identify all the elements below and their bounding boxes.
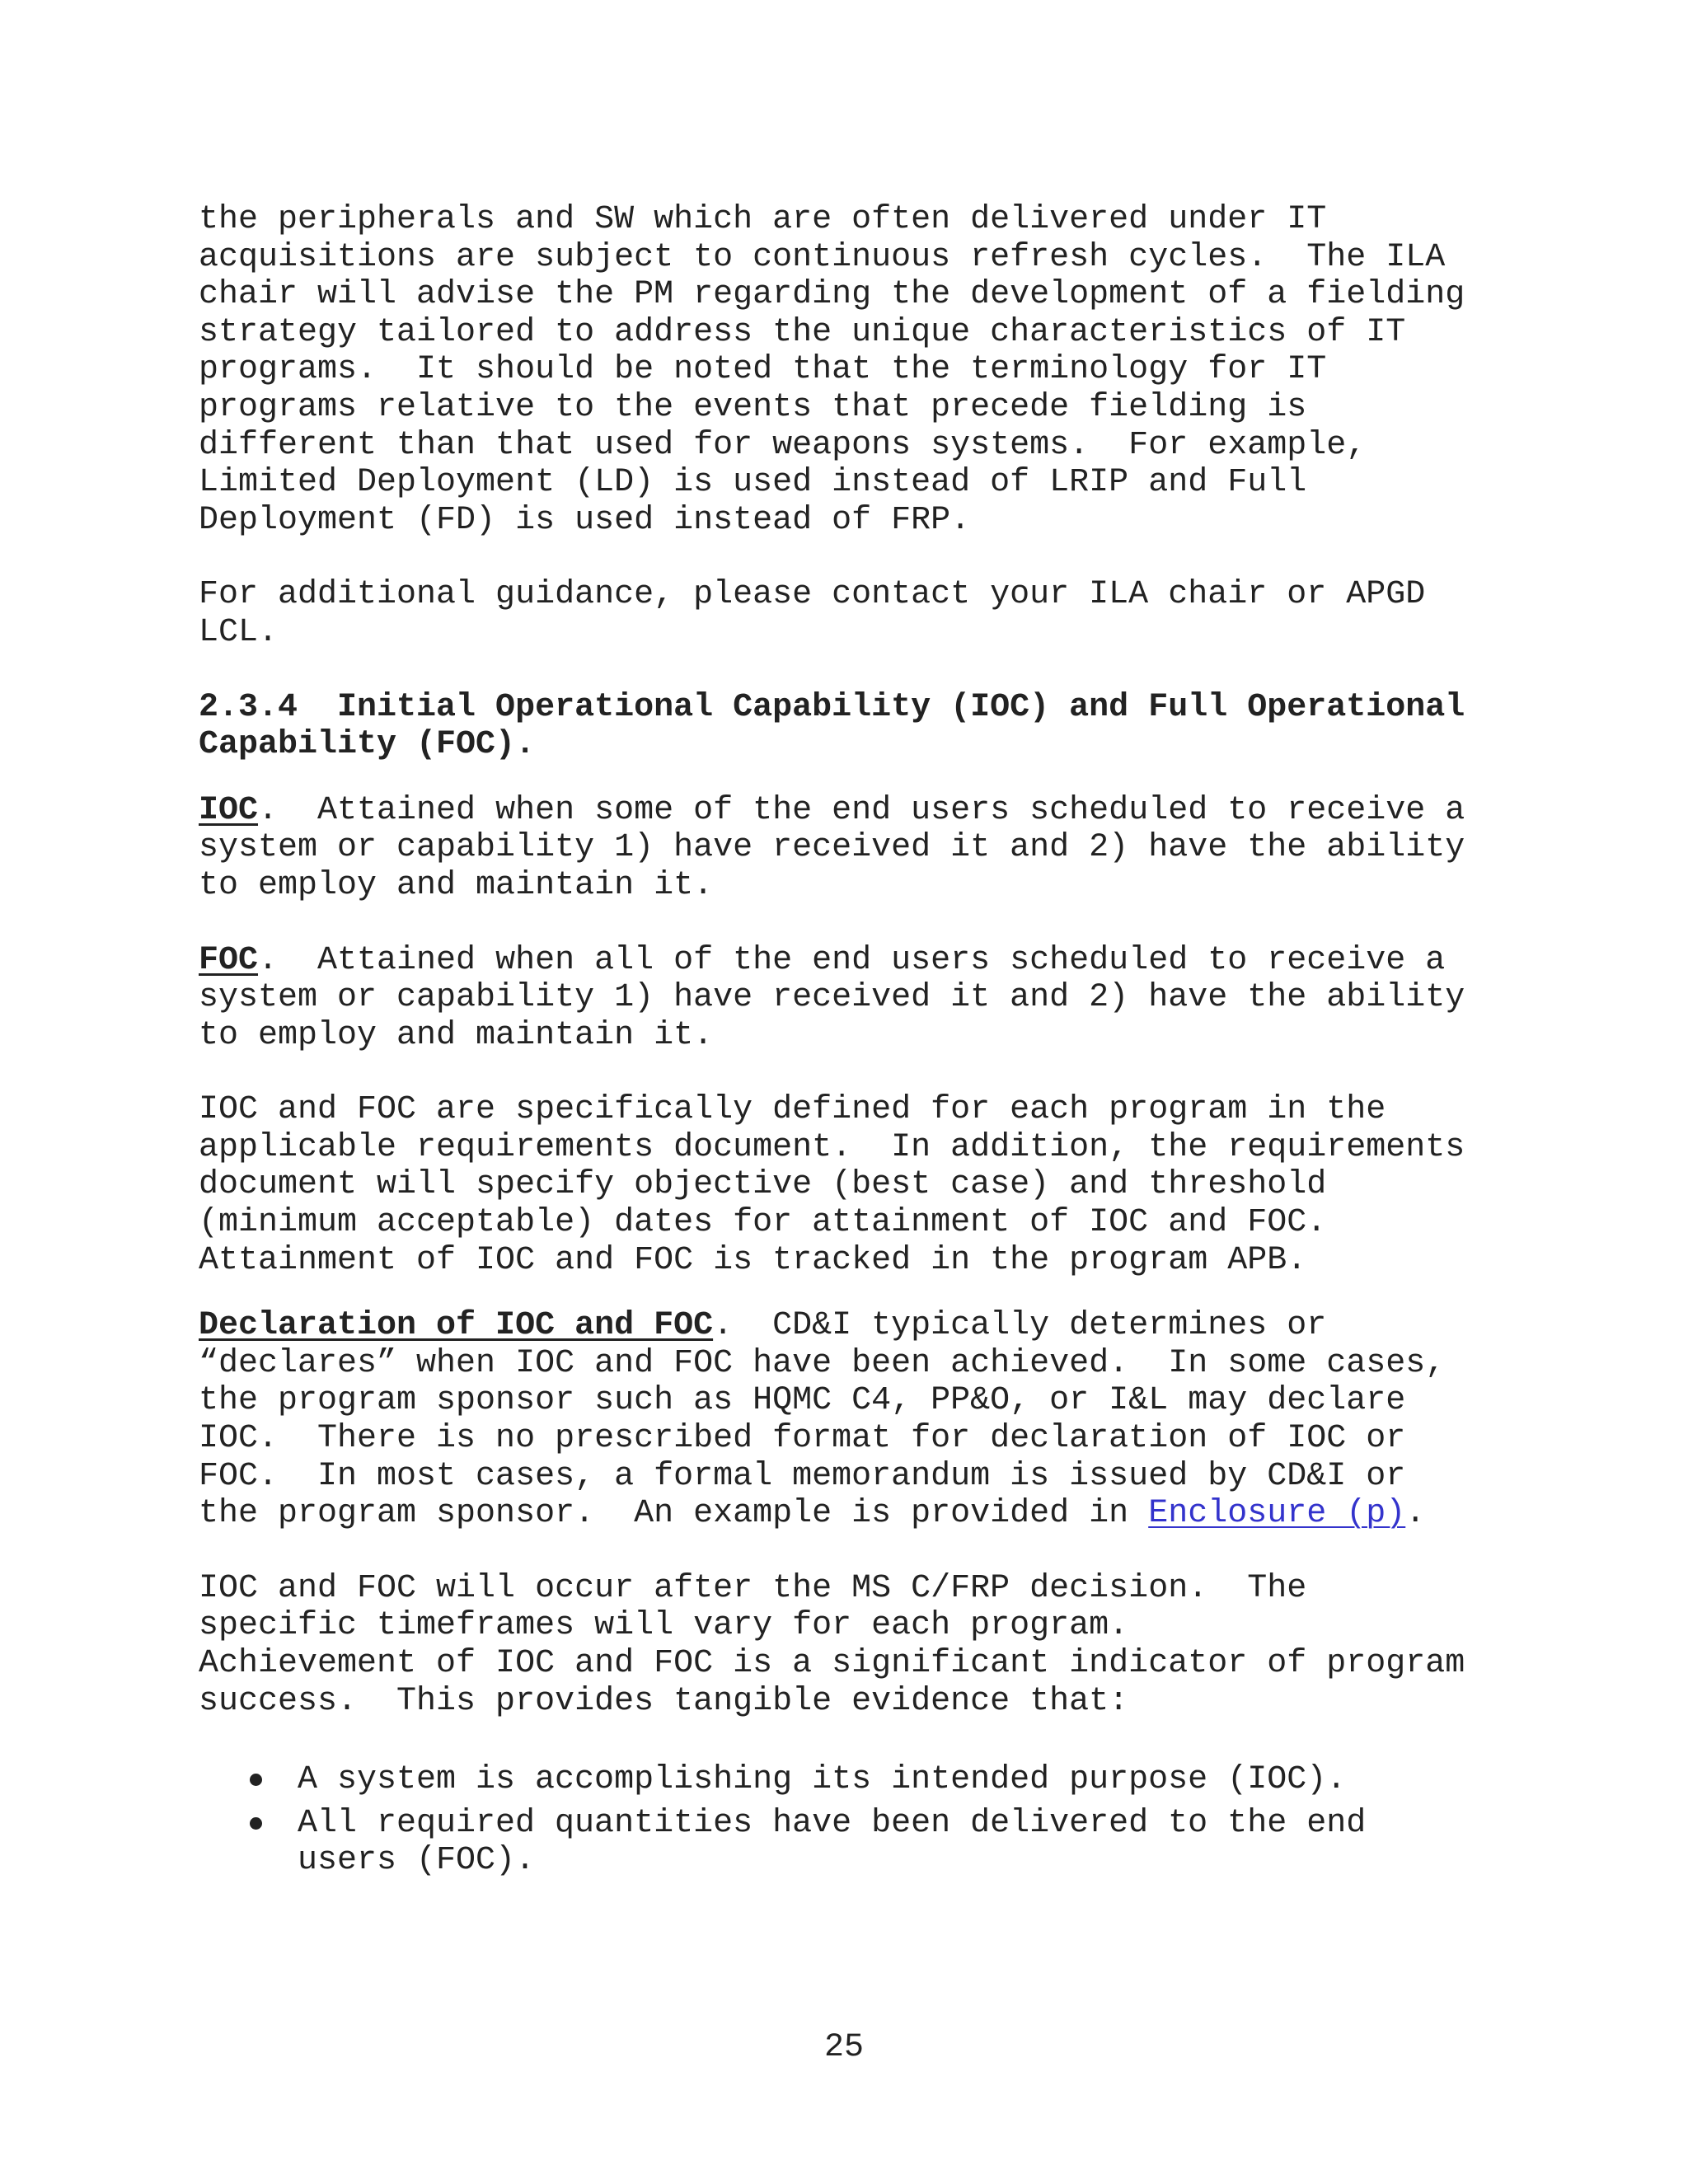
text-line: document will specify objective (best case) and threshold xyxy=(199,1166,1327,1204)
text-line: to employ and maintain it. xyxy=(199,866,714,904)
text-line: the program sponsor such as HQMC C4, PP&O, or I&L may declare xyxy=(199,1382,1406,1420)
text-line: IOC and FOC are specifically defined for each program in the xyxy=(199,1091,1386,1129)
text-line: strategy tailored to address the unique characteristics of IT xyxy=(199,313,1406,351)
list-item xyxy=(199,1761,1517,1799)
heading-line: 2.3.4 Initial Operational Capability (IOC) and Full Operational xyxy=(199,688,1465,726)
paragraph-ioc-foc-timing xyxy=(199,1570,1517,1720)
text-line: Achievement of IOC and FOC is a significant indicator of program xyxy=(199,1645,1465,1682)
text-line: chair will advise the PM regarding the development of a fielding xyxy=(199,276,1465,314)
text-line: specific timeframes will vary for each program. xyxy=(199,1607,1129,1645)
bullet-icon xyxy=(250,1774,262,1786)
text-fragment: . Attained when all of the end users scheduled to receive a xyxy=(258,941,1446,979)
text-line: the peripherals and SW which are often delivered under IT xyxy=(199,201,1327,238)
text-line: Limited Deployment (LD) is used instead of LRIP and Full xyxy=(199,464,1307,502)
term-foc: FOC xyxy=(199,941,259,979)
text-fragment: . Attained when some of the end users scheduled to receive a xyxy=(258,791,1465,829)
text-fragment: . xyxy=(1405,1495,1426,1533)
text-line: different than that used for weapons systems. For example, xyxy=(199,426,1367,464)
paragraph-ioc-foc-defined xyxy=(199,1091,1517,1279)
text-line: “declares” when IOC and FOC have been achieved. In some cases, xyxy=(199,1344,1446,1382)
text-line: acquisitions are subject to continuous refresh cycles. The ILA xyxy=(199,238,1446,276)
text-line: applicable requirements document. In addition, the requirements xyxy=(199,1128,1465,1166)
text-line: Attainment of IOC and FOC is tracked in the program APB. xyxy=(199,1241,1307,1279)
text-line: IOC and FOC will occur after the MS C/FRP decision. The xyxy=(199,1569,1307,1607)
section-heading xyxy=(199,689,1517,764)
text-line: FOC. In most cases, a formal memorandum is issued by CD&I or xyxy=(199,1457,1406,1495)
text-line: All required quantities have been delivered to the end xyxy=(298,1804,1367,1842)
text-line: A system is accomplishing its intended purpose (IOC). xyxy=(298,1761,1347,1799)
paragraph-declaration xyxy=(199,1307,1517,1533)
text-line: programs. It should be noted that the terminology for IT xyxy=(199,351,1327,389)
text-line: system or capability 1) have received it and 2) have the ability xyxy=(199,829,1465,867)
evidence-bullet-list xyxy=(199,1761,1517,1880)
text-line: to employ and maintain it. xyxy=(199,1016,714,1054)
heading-line: Capability (FOC). xyxy=(199,726,536,764)
page-number: 25 xyxy=(823,2029,864,2066)
text-line: programs relative to the events that precede fielding is xyxy=(199,388,1307,426)
paragraph-foc-definition xyxy=(199,942,1517,1055)
page-body xyxy=(199,201,1517,1886)
list-item xyxy=(199,1805,1517,1880)
enclosure-p-link[interactable]: Enclosure (p) xyxy=(1148,1495,1406,1533)
text-line: LCL. xyxy=(199,613,279,651)
term-ioc: IOC xyxy=(199,791,259,829)
text-fragment: . CD&I typically determines or xyxy=(713,1307,1327,1345)
paragraph-additional-guidance xyxy=(199,576,1517,651)
bullet-icon xyxy=(250,1817,262,1830)
paragraph-ioc-definition xyxy=(199,792,1517,905)
text-line: Deployment (FD) is used instead of FRP. xyxy=(199,501,971,539)
text-fragment: the program sponsor. An example is provided in xyxy=(199,1495,1149,1533)
text-line: (minimum acceptable) dates for attainment of IOC and FOC. xyxy=(199,1204,1327,1242)
text-line: users (FOC). xyxy=(298,1842,536,1880)
text-line: IOC. There is no prescribed format for declaration of IOC or xyxy=(199,1420,1406,1458)
paragraph-it-fielding xyxy=(199,201,1517,539)
text-line: success. This provides tangible evidence that: xyxy=(199,1682,1129,1720)
text-line: For additional guidance, please contact your ILA chair or APGD xyxy=(199,576,1426,614)
text-line: system or capability 1) have received it and 2) have the ability xyxy=(199,979,1465,1017)
term-declaration: Declaration of IOC and FOC xyxy=(199,1307,714,1345)
